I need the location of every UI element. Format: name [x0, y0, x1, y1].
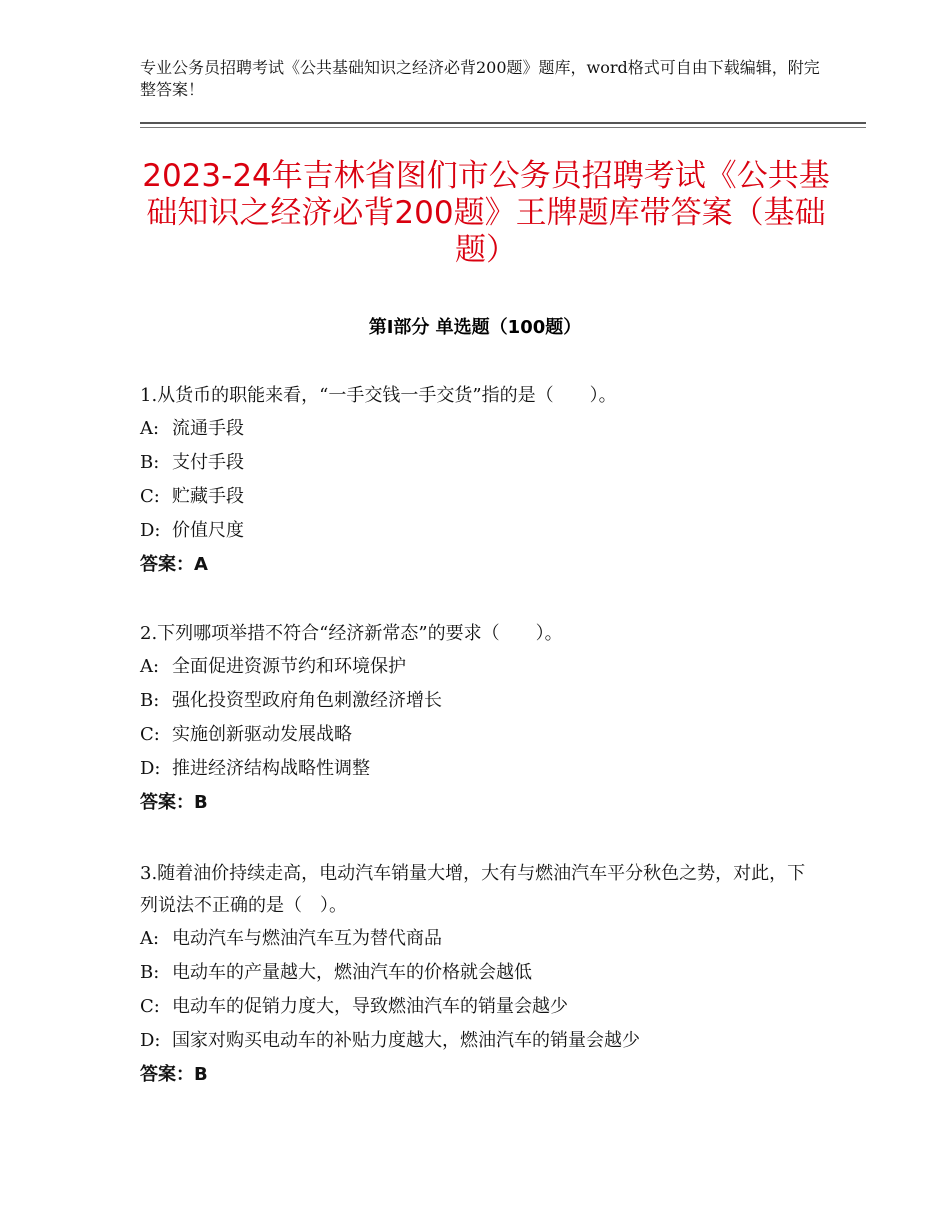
answer-line: 答案：B	[140, 1064, 208, 1085]
question-stem: 3.随着油价持续走高，电动汽车销量大增，大有与燃油汽车平分秋色之势，对此，下列说法不正确的是（ ）。	[140, 863, 806, 916]
option-d	[140, 1024, 820, 1058]
option-text: 推进经济结构战略性调整	[172, 758, 370, 779]
header-divider-thin	[140, 127, 866, 128]
section-heading: 第Ⅰ部分 单选题（100题）	[368, 317, 582, 338]
option-text: 电动车的促销力度大，导致燃油汽车的销量会越少	[172, 996, 568, 1017]
option-key: C:	[140, 996, 160, 1017]
option-key: D:	[140, 758, 161, 779]
question-1	[140, 380, 820, 582]
option-text: 支付手段	[172, 452, 244, 473]
option-a	[140, 650, 820, 684]
option-a	[140, 922, 820, 956]
option-key: A:	[140, 656, 160, 677]
option-text: 价值尺度	[172, 520, 244, 541]
option-d	[140, 514, 820, 548]
option-key: B:	[140, 690, 160, 711]
option-text: 流通手段	[172, 418, 244, 439]
question-2	[140, 618, 820, 820]
answer-line: 答案：A	[140, 554, 208, 575]
option-key: D:	[140, 520, 161, 541]
option-text: 全面促进资源节约和环境保护	[172, 656, 406, 677]
option-a	[140, 412, 820, 446]
option-text: 国家对购买电动车的补贴力度越大，燃油汽车的销量会越少	[172, 1030, 640, 1051]
option-c	[140, 990, 820, 1024]
option-text: 强化投资型政府角色刺激经济增长	[172, 690, 442, 711]
option-b	[140, 956, 820, 990]
option-key: A:	[140, 928, 160, 949]
option-text: 电动车的产量越大，燃油汽车的价格就会越低	[172, 962, 532, 983]
option-b	[140, 684, 820, 718]
question-stem: 2.下列哪项举措不符合“经济新常态”的要求（ ）。	[140, 623, 563, 644]
header-divider-thick	[140, 122, 866, 124]
option-key: B:	[140, 452, 160, 473]
document-title: 2023-24年吉林省图们市公务员招聘考试《公共基础知识之经济必背200题》王牌题库带答案（基础题）	[142, 158, 830, 268]
option-b	[140, 446, 820, 480]
header-note: 专业公务员招聘考试《公共基础知识之经济必背200题》题库，word格式可自由下载编辑，附完整答案！	[140, 58, 820, 99]
option-text: 电动汽车与燃油汽车互为替代商品	[172, 928, 442, 949]
answer-line: 答案：B	[140, 792, 208, 813]
option-key: A:	[140, 418, 160, 439]
option-key: B:	[140, 962, 160, 983]
question-stem: 1.从货币的职能来看，“一手交钱一手交货”指的是（ ）。	[140, 385, 617, 406]
option-d	[140, 752, 820, 786]
option-c	[140, 718, 820, 752]
option-key: C:	[140, 724, 160, 745]
question-3	[140, 858, 820, 1092]
option-key: C:	[140, 486, 160, 507]
option-text: 贮藏手段	[172, 486, 244, 507]
option-text: 实施创新驱动发展战略	[172, 724, 352, 745]
option-c	[140, 480, 820, 514]
option-key: D:	[140, 1030, 161, 1051]
